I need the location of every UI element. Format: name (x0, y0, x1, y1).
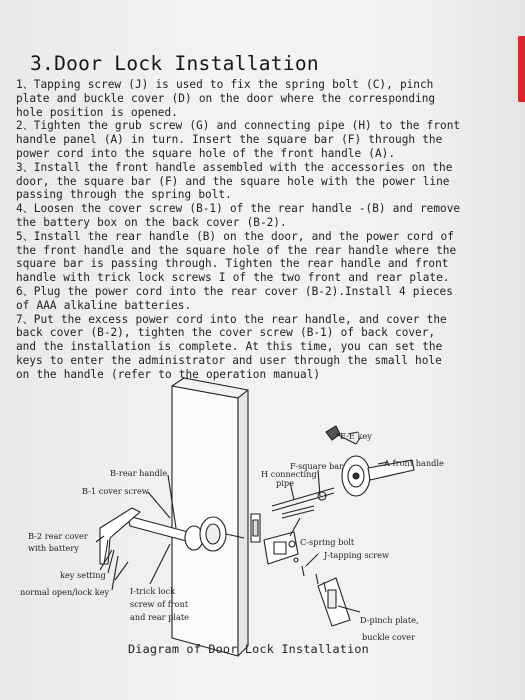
step-5: 5、Install the rear handle (B) on the door, and the power cord of the front handle and the square hole of the rear handle where the square bar is passing through. Tighten the rear handle and front handle with trick lock screws I of the two front and rear plate. (16, 229, 457, 285)
page-title: 3.Door Lock Installation (30, 52, 319, 75)
ee-key (326, 426, 340, 440)
label-d-pinch-plate-1: D-pinch plate, (360, 615, 419, 625)
label-i-trick-lock-3: and rear plate (130, 612, 190, 622)
label-b2-rear-cover-2: with battery (28, 543, 79, 553)
label-b2-rear-cover-1: B-2 rear cover (28, 531, 88, 541)
label-b-rear-handle: B-rear handle (110, 468, 168, 478)
label-i-trick-lock-2: screw of front (130, 599, 189, 609)
label-h-connecting-pipe-2: pipe (276, 478, 294, 488)
label-ee-key: E-E key (340, 431, 372, 441)
label-a-front-handle: A-front handle (384, 458, 444, 468)
label-c-spring-bolt: C-spring bolt (300, 537, 355, 547)
label-b1-cover-screw: B-1 cover screw (82, 486, 149, 496)
step-1: 1、Tapping screw (J) is used to fix the spring bolt (C), pinch plate and buckle cover (D) on the door where the corresponding hole position is opened. (16, 78, 436, 119)
label-key-setting: key setting (60, 570, 106, 580)
label-i-trick-lock-1: I-trick lock (130, 586, 176, 596)
label-normal-open-lock-key: normal open/lock key (20, 587, 110, 597)
label-f-square-bar: F-square bar (290, 461, 344, 471)
step-7: 7、Put the excess power cord into the rear handle, and cover the back cover (B-2), tighten the cover screw (B-1) of back cover, and the installation is complete. At this time, you can set the keys to enter the administrator and user through the small hole on the handle (refer to the operation manual) (16, 312, 447, 381)
red-index-tab (518, 36, 525, 102)
step-6: 6、Plug the power cord into the rear cover (B-2).Install 4 pieces of AAA alkaline batteries. (16, 284, 453, 312)
step-4: 4、Loosen the cover screw (B-1) of the rear handle -(B) and remove the battery box on the back cover (B-2). (16, 202, 461, 229)
label-h-connecting-pipe-1: H connecting (261, 469, 317, 479)
diagram-caption: Diagram of Door Lock Installation (128, 642, 369, 656)
rear-cover (100, 508, 140, 564)
label-d-pinch-plate-2: buckle cover (362, 632, 416, 642)
installation-diagram (0, 368, 525, 668)
label-j-tapping-screw: J-tapping screw (324, 550, 389, 560)
step-2: 2、Tighten the grub screw (G) and connecting pipe (H) to the front handle panel (A) in turn. Insert the square bar (F) through the power cord into the square hole of the front handle (A). (16, 119, 461, 160)
door-side-face (238, 390, 248, 656)
instruction-steps (16, 78, 462, 382)
step-3: 3、Install the front handle assembled with the accessories on the door, the square bar (F) and the square hole with the power line passing through the spring bolt. (16, 160, 453, 202)
square-bar (272, 488, 334, 506)
